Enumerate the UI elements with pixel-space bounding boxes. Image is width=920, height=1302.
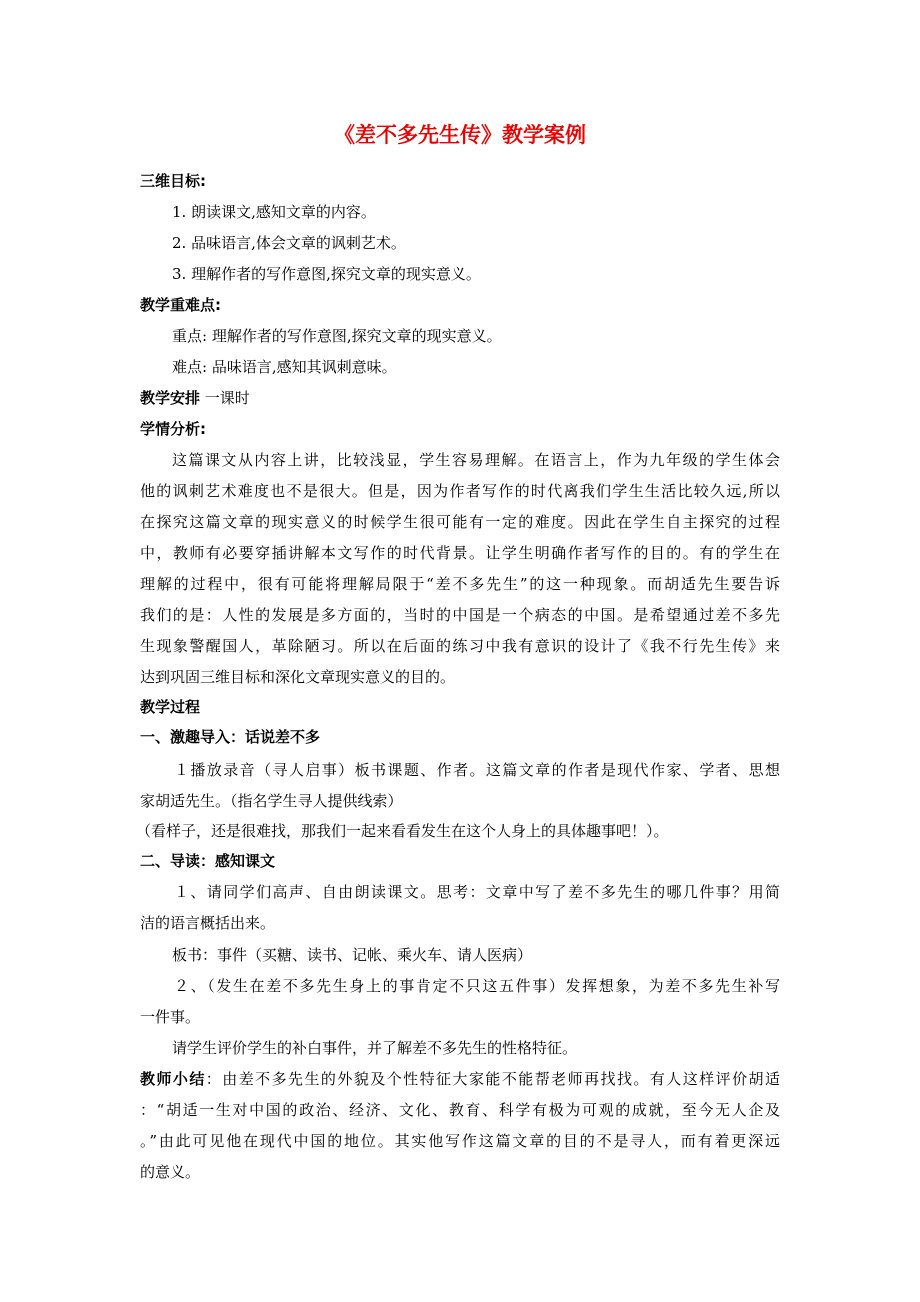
goal-item: 3. 理解作者的写作意图,探究文章的现实意义。 xyxy=(172,265,481,283)
goal-item: 1. 朗读课文,感知文章的内容。 xyxy=(172,203,376,221)
summary-line: 的意义。 xyxy=(140,1163,201,1181)
key-points-heading: 教学重难点: xyxy=(140,296,221,314)
page-title: 《差不多先生传》教学案例 xyxy=(334,123,586,147)
summary-line: ：“胡适一生对中国的政治、经济、文化、教育、科学有极为可观的成就，至今无人企及 xyxy=(140,1101,780,1119)
goals-heading: 三维目标: xyxy=(140,172,206,190)
section2-heading: 二、导读：感知课文 xyxy=(140,852,276,870)
analysis-line: 他的讽刺艺术难度也不是很大。但是，因为作者写作的时代离我们学生生活比较久远,所以 xyxy=(140,482,780,500)
process-heading: 教学过程 xyxy=(140,698,201,716)
section1-heading: 一、激趣导入：话说差不多 xyxy=(140,728,321,746)
summary-label: 教师小结 xyxy=(140,1070,206,1088)
analysis-line: 达到巩固三维目标和深化文章现实意义的目的。 xyxy=(140,668,456,686)
section1-line: 家胡适先生。（指名学生寻人提供线索） xyxy=(140,792,403,810)
analysis-line: 我们的是：人性的发展是多方面的，当时的中国是一个病态的中国。是希望通过差不多先 xyxy=(140,606,780,624)
key-point-focus: 重点: 理解作者的写作意图,探究文章的现实意义。 xyxy=(172,327,502,345)
analysis-line: 在探究这篇文章的现实意义的时候学生很可能有一定的难度。因此在学生自主探究的过程 xyxy=(140,513,780,531)
analysis-line: 理解的过程中，很有可能将理解局限于“差不多先生”的这一种现象。而胡适先生要告诉 xyxy=(140,575,780,593)
analysis-line: 中，教师有必要穿插讲解本文写作的时代背景。让学生明确作者写作的目的。有的学生在 xyxy=(140,544,780,562)
schedule-label: 教学安排 xyxy=(140,389,201,407)
section1-line: （看样子，还是很难找，那我们一起来看看发生在这个人身上的具体趣事吧！）。 xyxy=(136,822,669,840)
key-point-difficulty: 难点: 品味语言,感知其讽刺意味。 xyxy=(172,358,397,376)
schedule-line xyxy=(140,383,780,413)
summary-line xyxy=(140,1064,780,1094)
analysis-line: 生现象警醒国人，革除陋习。所以在后面的练习中我有意识的设计了《我不行先生传》来 xyxy=(140,637,780,655)
section2-line: 板书：事件（买糖、读书、记帐、乘火车、请人医病） xyxy=(172,946,533,964)
section2-line: 一件事。 xyxy=(140,1008,201,1026)
summary-line: 。”由此可见他在现代中国的地位。其实他写作这篇文章的目的不是寻人，而有着更深远 xyxy=(140,1132,780,1150)
summary-text: ：由差不多先生的外貌及个性特征大家能不能帮老师再找找。有人这样评价胡适 xyxy=(205,1070,780,1088)
section2-line: ２、（发生在差不多先生身上的事肯定不只这五件事）发挥想象，为差不多先生补写 xyxy=(174,977,780,995)
goal-item: 2. 品味语言,体会文章的讽刺艺术。 xyxy=(172,234,406,252)
analysis-heading: 学情分析: xyxy=(140,420,206,438)
section2-line: 洁的语言概括出来。 xyxy=(140,914,276,932)
analysis-line: 这篇课文从内容上讲，比较浅显，学生容易理解。在语言上，作为九年级的学生体会 xyxy=(172,451,780,469)
section2-line: １、请同学们高声、自由朗读课文。思考：文章中写了差不多先生的哪几件事？用简 xyxy=(174,883,780,901)
schedule-value: 一课时 xyxy=(204,389,250,407)
section2-line: 请学生评价学生的补白事件，并了解差不多先生的性格特征。 xyxy=(172,1039,578,1057)
section1-line: １播放录音（寻人启事）板书课题、作者。这篇文章的作者是现代作家、学者、思想 xyxy=(174,761,780,779)
